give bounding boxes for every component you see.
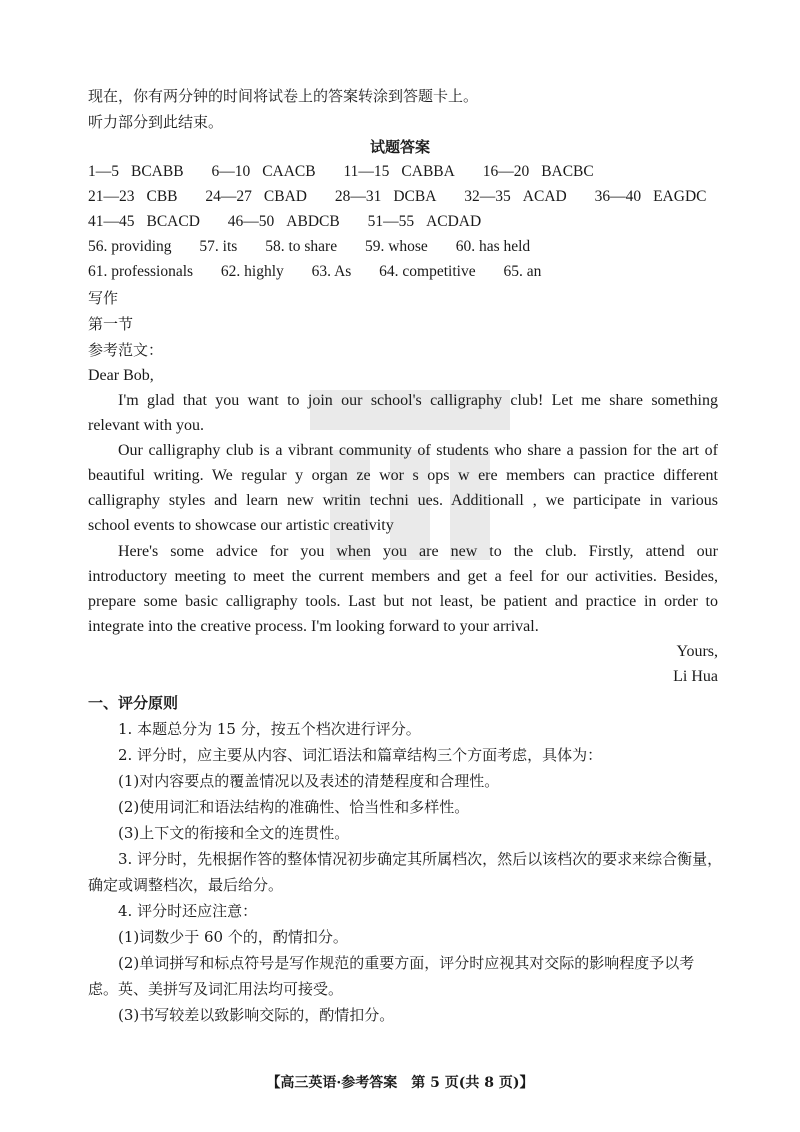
answer-range: 41—45 [88,213,135,230]
answer-value: CABBA [401,163,455,180]
answer-value: ACAD [522,188,567,205]
rule-subitem: (3)上下文的衔接和全文的连贯性。 [118,824,350,842]
answer-row-4 [88,237,554,257]
essay-line: calligraphy styles and learn new writin techni ues. Additionall , we participate in various [88,492,718,509]
answer-value: CBAD [263,188,307,205]
essay-line: school events to showcase our artistic creativity [88,517,394,534]
rule-subitem: (1)词数少于 60 个的，酌情扣分。 [118,928,348,946]
answer-range: 6—10 [211,163,251,180]
answers-title: 试题答案 [369,138,430,156]
answer-row-3 [88,212,505,232]
section-heading: 第一节 [88,315,134,333]
sample-label: 参考范文： [88,341,164,359]
answer-item: 60. has held [455,238,531,255]
letter-signature: Li Hua [673,668,718,685]
rule-item: 1. 本题总分为 15 分，按五个档次进行评分。 [118,720,421,738]
essay-line: beautiful writing. We regular y organ ze wor s ops w ere members can practice different [88,467,718,484]
answer-range: 16—20 [482,163,530,180]
answer-item: 57. its [199,238,238,255]
answer-item: 62. highly [220,263,284,280]
answer-range: 28—31 [334,188,382,205]
answer-value: CAACB [262,163,316,180]
rule-subitem: (3)书写较差以致影响交际的，酌情扣分。 [118,1006,395,1024]
answer-value: CBB [146,188,178,205]
essay-line: integrate into the creative process. I'm looking forward to your arrival. [88,618,539,635]
answer-range: 32—35 [464,188,511,205]
answer-item: 58. to share [265,238,338,255]
answer-value: BCACD [146,213,200,230]
answer-item: 61. professionals [88,263,194,280]
answer-row-1 [88,162,618,182]
intro-line-2: 听力部分到此结束。 [88,113,224,131]
answer-range: 21—23 [88,188,135,205]
answer-row-2 [88,187,730,207]
answer-range: 24—27 [205,188,252,205]
essay-line: Here's some advice for you when you are new to the club. Firstly, attend our [118,543,718,560]
rule-item: 4. 评分时还应注意： [118,902,258,920]
page-footer: 【高三英语·参考答案 第 5 页(共 8 页)】 [266,1075,534,1091]
answer-value: DCBA [393,188,437,205]
answer-range: 46—50 [227,213,275,230]
rule-subitem: (1)对内容要点的覆盖情况以及表述的清楚程度和合理性。 [118,772,500,790]
answer-range: 36—40 [594,188,642,205]
answer-value: ACDAD [426,213,482,230]
salutation: Dear Bob, [88,367,154,384]
answer-value: BACBC [541,163,594,180]
rule-subitem: (2)单词拼写和标点符号是写作规范的重要方面，评分时应视其对交际的影响程度予以考 [118,954,695,972]
essay-line: introductory meeting to meet the current members and get a feel for our activities. Besides, [88,568,718,585]
essay-line: prepare some basic calligraphy tools. Last but not least, be patient and practice in order to [88,593,718,610]
answer-range: 11—15 [343,163,390,180]
essay-line: Our calligraphy club is a vibrant community of students who share a passion for the art of [118,442,718,459]
answer-item: 65. an [503,263,542,280]
answer-value: BCABB [131,163,184,180]
answer-item: 59. whose [364,238,428,255]
rule-subitem-continued: 虑。英、美拼写及词汇用法均可接受。 [88,980,344,998]
answer-row-5 [88,262,565,282]
writing-heading: 写作 [88,289,119,307]
rule-item: 2. 评分时，应主要从内容、词汇语法和篇章结构三个方面考虑，具体为： [118,746,603,764]
rule-subitem: (2)使用词汇和语法结构的准确性、恰当性和多样性。 [118,798,470,816]
rule-item: 3. 评分时，先根据作答的整体情况初步确定其所属档次，然后以该档次的要求来综合衡量， [118,850,723,868]
rules-heading: 一、评分原则 [88,694,179,712]
answer-item: 63. As [311,263,352,280]
letter-closing: Yours, [676,643,718,660]
answer-value: ABDCB [286,213,340,230]
intro-line-1: 现在，你有两分钟的时间将试卷上的答案转涂到答题卡上。 [88,87,479,105]
answer-item: 56. providing [88,238,172,255]
answer-value: EAGDC [653,188,707,205]
answer-range: 51—55 [367,213,415,230]
answer-range: 1—5 [88,163,119,180]
essay-line: I'm glad that you want to join our school's calligraphy club! Let me share something [118,392,718,409]
answer-item: 64. competitive [379,263,476,280]
essay-line: relevant with you. [88,417,204,434]
rule-item-continued: 确定或调整档次，最后给分。 [88,876,284,894]
